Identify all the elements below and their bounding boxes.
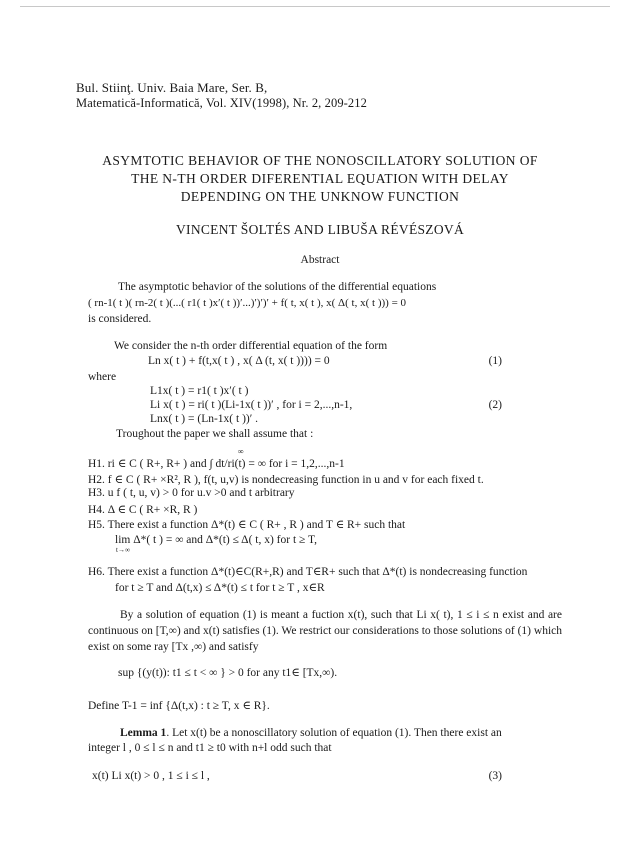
definition-li: Li x( t ) = ri( t )(Li-1x( t ))′ , for i = 2,...,n-1,	[150, 399, 353, 411]
paper-title-line-2: THE N-TH ORDER DIFERENTIAL EQUATION WITH DELAY	[131, 171, 509, 186]
hypothesis-h2: H2. f ∈ C ( R+ ×R², R ), f(t, u,v) is nondecreasing function in u and v for each fixed t.	[88, 474, 484, 486]
equation-1: Ln x( t ) + f(t,x( t ) , x( Δ (t, x( t )))) = 0	[148, 355, 330, 367]
sup-condition: sup {(y(t)): t1 ≤ t < ∞ } > 0 for any t1∈ [Tx,∞).	[118, 667, 338, 679]
equation-2-number: (2)	[488, 399, 502, 411]
integral-upper-limit: ∞	[238, 447, 244, 456]
hypothesis-h4: H4. Δ ∈ C ( R+ ×R, R )	[88, 504, 198, 516]
definition-l1: L1x( t ) = r1( t )x′( t )	[150, 385, 249, 397]
hypothesis-h5-line-2: lim Δ*( t ) = ∞ and Δ*(t) ≤ Δ( t, x) for t ≥ T,	[115, 534, 318, 546]
lemma-label: Lemma 1	[120, 727, 167, 739]
abstract-heading: Abstract	[300, 254, 340, 266]
equation-1-number: (1)	[488, 355, 502, 367]
equation-3-number: (3)	[488, 770, 502, 782]
solution-paragraph: By a solution of equation (1) is meant a fuction x(t), such that Li x( t), 1 ≤ i ≤ n exist and are continuous on [T,∞) and x(t) satisfies (1). We restrict our considerations to those solutions of (1) which exist on some ray [Tx ,∞) and satisfy	[88, 609, 562, 653]
where-label: where	[88, 371, 117, 383]
journal-line-1: Bul. Stiinţ. Univ. Baia Mare, Ser. B,	[76, 80, 268, 95]
intro-text: We consider the n-th order differential equation of the form	[114, 340, 388, 352]
paper-title-line-3: DEPENDING ON THE UNKNOW FUNCTION	[180, 189, 460, 204]
scan-edge-line	[20, 6, 610, 7]
hypothesis-h1: H1. ri ∈ C ( R+, R+ ) and ∫ dt/ri(t) = ∞ for i = 1,2,...,n-1	[88, 458, 345, 470]
abstract-equation: ( rn-1( t )( rn-2( t )(...( r1( t )x′( t ))′...)′)′)′ + f( t, x( t ), x( Δ( t, x( t ))) = 0	[88, 297, 407, 309]
journal-line-2: Matematică-Informatică, Vol. XIV(1998), Nr. 2, 209-212	[76, 96, 367, 110]
abstract-line-1: The asymptotic behavior of the solutions of the differential equations	[118, 281, 437, 293]
assumption-intro: Troughout the paper we shall assume that :	[116, 428, 314, 440]
hypothesis-h3: H3. u f ( t, u, v) > 0 for u.v >0 and t arbitrary	[88, 487, 295, 499]
hypothesis-h5-line-1: H5. There exist a function Δ*(t) ∈ C ( R+ , R ) and T ∈ R+ such that	[88, 519, 406, 531]
hypothesis-h6-line-1: H6. There exist a function Δ*(t)∈C(R+,R) and T∈R+ such that Δ*(t) is nondecreasing function	[88, 566, 528, 578]
lemma-text: . Let x(t) be a nonoscillatory solution of equation (1). Then there exist an	[166, 727, 502, 739]
lemma-1-line-1	[120, 727, 502, 739]
hypothesis-h6-line-2: for t ≥ T and Δ(t,x) ≤ Δ*(t) ≤ t for t ≥ T , x∈R	[115, 582, 325, 594]
abstract-line-3: is considered.	[88, 313, 152, 325]
definition-ln: Lnx( t ) = (Ln-1x( t ))′ .	[150, 413, 258, 425]
lemma-1-line-2: integer l , 0 ≤ l ≤ n and t1 ≥ t0 with n+l odd such that	[88, 742, 332, 754]
paper-title-line-1: ASYMTOTIC BEHAVIOR OF THE NONOSCILLATORY SOLUTION OF	[102, 153, 538, 168]
authors: VINCENT ŠOLTÉS AND LIBUŠA RÉVÉSZOVÁ	[175, 222, 465, 237]
equation-3: x(t) Li x(t) > 0 , 1 ≤ i ≤ l ,	[92, 770, 210, 782]
define-t-minus-1: Define T-1 = inf {Δ(t,x) : t ≥ T, x ∈ R}.	[88, 700, 270, 712]
limit-subscript: t→∞	[116, 546, 130, 554]
